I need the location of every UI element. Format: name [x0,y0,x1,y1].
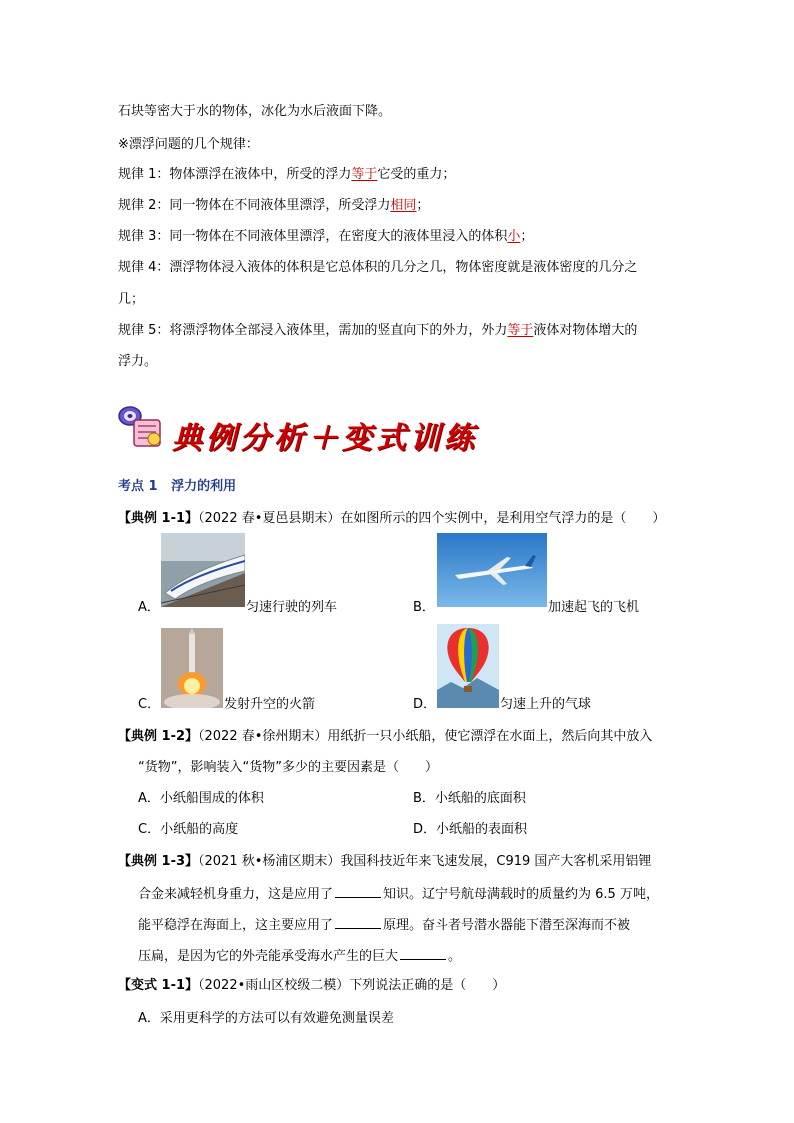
answer-blank[interactable] [335,884,381,898]
train-image [161,533,245,607]
section-heading [118,478,236,496]
stem-text: 合金来减轻机身重力，这是应用了 [138,887,334,902]
question-stem-cont [138,884,659,904]
rule-text: 规律 2：同一物体在不同液体里漂浮，所受浮力 [118,198,391,213]
option-label: C． [138,822,161,837]
rules-heading: ※漂浮问题的几个规律： [118,137,259,152]
option-c [138,821,238,839]
stem-text: 压扁，是因为它的外壳能承受海水产生的巨大 [138,949,399,964]
option-label: B． [413,791,435,806]
option-text: 小纸船的表面积 [436,822,528,837]
question-1-2 [118,728,652,746]
rule-highlight: 相同 [390,198,417,213]
rule-text: 它受的重力； [377,167,456,182]
option-label: C． [138,697,161,712]
answer-blank[interactable] [335,915,381,929]
question-stem: （2021 秋•杨浦区期末）我国科技近年来飞速发展，C919 国产大客机采用铝锂 [198,854,652,869]
rule-4: 规律 4：漂浮物体浸入液体的体积是它总体积的几分之几，物体密度就是液体密度的几分之 [118,260,638,275]
rule-5-cont: 浮力。 [118,354,158,369]
rule-1 [118,166,455,184]
section-label: 考点 1 [118,479,158,494]
rocket-image [161,628,223,708]
option-text: 匀速行驶的列车 [246,600,338,615]
stem-text: 原理。奋斗者号潜水器能下潜至深海而不被 [383,918,631,933]
rule-text: 液体对物体增大的 [533,323,638,338]
scroll-lens-icon [116,404,172,450]
question-tag: 【典例 1-2】 [118,729,199,744]
option-text: 发射升空的火箭 [224,697,316,712]
variant-1-1 [118,977,505,995]
option-b [413,790,526,808]
question-1-3 [118,853,651,871]
stem-text: 能平稳浮在海面上，这主要应用了 [138,918,334,933]
question-tag: 【典例 1-3】 [118,854,199,869]
option-label: D． [413,697,437,712]
rule-text: ； [520,229,534,244]
question-stem: （2022 春•夏邑县期末）在如图所示的四个实例中，是利用空气浮力的是（ ） [198,511,666,526]
rule-text: 规律 3：同一物体在不同液体里漂浮，在密度大的液体里浸入的体积 [118,229,508,244]
answer-blank[interactable] [400,946,446,960]
airplane-image [437,533,547,607]
rule-3 [118,228,533,246]
option-label: D． [413,822,437,837]
question-stem-cont: “货物”，影响装入“货物”多少的主要因素是（ ） [138,760,438,775]
balloon-image [437,624,499,708]
option-a: A．采用更科学的方法可以有效避免测量误差 [138,1011,394,1026]
stem-text: 。 [448,949,462,964]
stem-text: 知识。辽宁号航母满载时的质量约为 6.5 万吨， [383,887,659,902]
section-title: 浮力的利用 [171,479,237,494]
question-1-1 [118,510,665,528]
rule-5 [118,322,637,340]
rule-highlight: 等于 [351,167,378,182]
question-stem: （2022•雨山区校级二模）下列说法正确的是（ ） [198,978,506,993]
rule-text: ； [416,198,430,213]
rule-highlight: 等于 [507,323,534,338]
option-d [413,821,527,839]
option-text: 小纸船围成的体积 [159,791,264,806]
rule-text: 规律 1：物体漂浮在液体中，所受的浮力 [118,167,352,182]
option-label: B． [413,600,435,615]
rule-2 [118,197,429,215]
option-text: 匀速上升的气球 [500,697,592,712]
question-stem: （2022 春•徐州期末）用纸折一只小纸船，使它漂浮在水面上，然后向其中放入 [198,729,653,744]
option-label: A． [138,600,160,615]
rule-text: 规律 5：将漂浮物体全部浸入液体里，需加的竖直向下的外力，外力 [118,323,508,338]
rule-4-cont: 几； [118,292,145,307]
option-label: A． [138,791,160,806]
question-tag: 【变式 1-1】 [118,978,199,993]
rule-highlight: 小 [507,229,521,244]
question-stem-cont [138,915,630,935]
question-tag: 【典例 1-1】 [118,511,199,526]
option-text: 小纸船的高度 [160,822,239,837]
option-text: 小纸船的底面积 [434,791,526,806]
intro-line: 石块等密大于水的物体，冰化为水后液面下降。 [118,104,392,119]
question-stem-cont [138,946,461,966]
banner-title: 典例分析＋变式训练 [172,421,478,456]
option-a [138,790,264,808]
option-text: 加速起飞的飞机 [548,600,640,615]
